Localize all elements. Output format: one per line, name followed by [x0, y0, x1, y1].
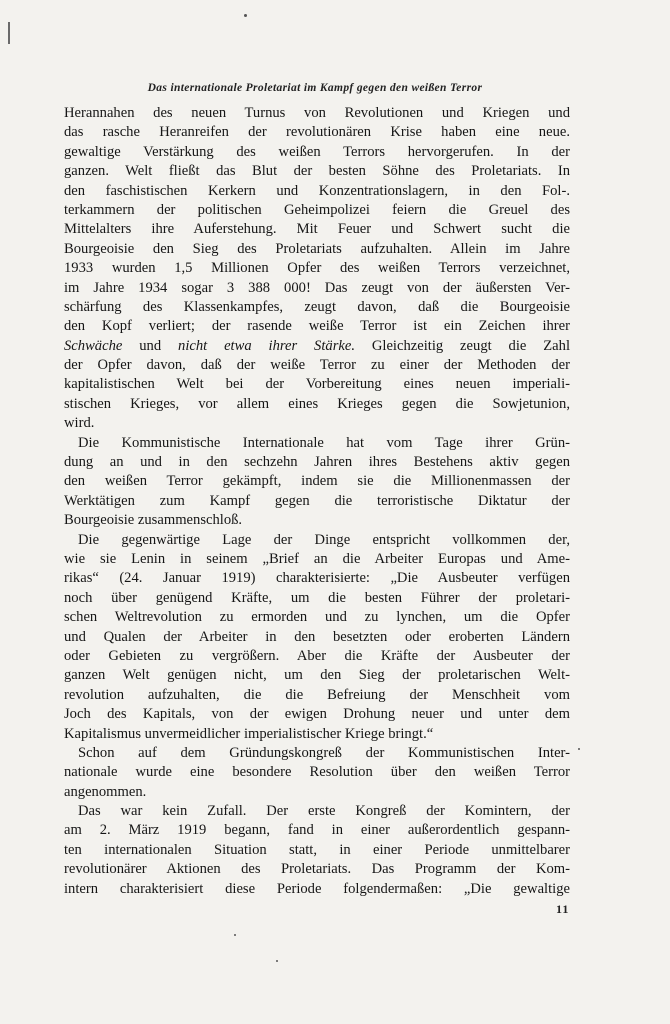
body-text	[64, 104, 570, 899]
text-line: Bourgeoisie den Sieg des Proletariats aufzuhalten. Allein im Jahre	[64, 240, 570, 257]
text-line: Werktätigen zum Kampf gegen die terroristische Diktatur der	[64, 492, 570, 509]
text-line: den Kopf verliert; der rasende weiße Terror ist ein Zeichen ihrer	[64, 318, 570, 335]
paragraph	[64, 434, 570, 531]
paragraph	[64, 531, 570, 744]
paragraph	[64, 104, 570, 434]
paper-speck	[276, 960, 278, 962]
text-line: nationale wurde eine besondere Resolution über den weißen Terror	[64, 764, 570, 781]
text-line: noch über genügend Kräfte, um die besten Führer der proletari-	[64, 589, 570, 606]
text-line: ganzen Welt genügen nicht, um den Sieg der proletarischen Welt-	[64, 667, 570, 684]
text-line: kapitalistischen Welt bei der Vorbereitung eines neuen imperiali-	[64, 376, 570, 393]
text-line: Mittelalters ihre Auferstehung. Mit Feuer und Schwert sucht die	[64, 221, 570, 238]
text-line: schen Weltrevolution zu ermorden und zu lynchen, um die Opfer	[64, 609, 570, 626]
text-line: oder Gebieten zu vergrößern. Aber die Kräfte der Ausbeuter der	[64, 647, 570, 664]
text-line	[64, 337, 570, 356]
text-line: rikas“ (24. Januar 1919) charakterisierte: „Die Ausbeuter verfügen	[64, 570, 570, 587]
page-number: 11	[556, 902, 570, 916]
text-segment: und	[122, 337, 179, 354]
text-line: und Qualen der Arbeiter in den besetzten oder eroberten Ländern	[64, 628, 570, 645]
text-line: Die gegenwärtige Lage der Dinge entspricht vollkommen der,	[78, 531, 570, 548]
text-line: Das war kein Zufall. Der erste Kongreß der Komintern, der	[78, 803, 570, 820]
text-line: intern charakterisiert diese Periode folgendermaßen: „Die gewaltige	[64, 880, 570, 897]
text-line: dung an und in den sechzehn Jahren ihres Bestehens aktiv gegen	[64, 454, 570, 471]
text-line: gewaltige Verstärkung des weißen Terrors hervorgerufen. In der	[64, 143, 570, 160]
text-line: Joch des Kapitals, von der ewigen Drohung neuer und unter dem	[64, 706, 570, 723]
text-line: der Opfer davon, daß der weiße Terror zu einer der Methoden der	[64, 357, 570, 374]
text-line: den weißen Terror gekämpft, indem sie die Millionenmassen der	[64, 473, 570, 490]
text-line: wie sie Lenin in seinem „Brief an die Arbeiter Europas und Ame-	[64, 550, 570, 567]
running-header: Das internationale Proletariat im Kampf gegen den weißen Terror	[147, 82, 483, 94]
text-line: stischen Krieges, vor allem eines Krieges gegen die Sowjetunion,	[64, 395, 570, 412]
text-line: wird.	[64, 415, 95, 432]
text-line: Die Kommunistische Internationale hat vom Tage ihrer Grün-	[78, 434, 570, 451]
text-line: Schon auf dem Gründungskongreß der Kommunistischen Inter-	[78, 744, 570, 761]
page-edge-mark	[8, 22, 10, 44]
text-segment: Gleichzeitig zeugt die Zahl	[354, 337, 570, 354]
paragraph	[64, 744, 570, 802]
text-line: im Jahre 1934 sogar 3 388 000! Das zeugt von der äußersten Ver-	[64, 279, 570, 296]
text-line: angenommen.	[64, 783, 147, 800]
text-line: revolutionärer Aktionen des Proletariats. Das Programm der Kom-	[64, 861, 570, 878]
italic-emphasis: Schwäche	[64, 337, 123, 354]
text-line: schärfung des Klassenkampfes, zeugt davon, daß die Bourgeoisie	[64, 298, 570, 315]
text-line: Herannahen des neuen Turnus von Revolutionen und Kriegen und	[64, 105, 570, 121]
text-line: den faschistischen Kerkern und Konzentrationslagern, in den Fol-.	[64, 182, 570, 199]
text-line: ganzen. Welt fließt das Blut der besten Söhne des Proletariats. In	[64, 163, 570, 180]
italic-emphasis: nicht etwa ihrer Stärke.	[178, 337, 355, 354]
paper-speck	[244, 14, 247, 17]
paper-speck	[578, 748, 580, 750]
text-line: revolution aufzuhalten, die die Befreiung der Menschheit vom	[64, 686, 570, 703]
text-line: Kapitalismus unvermeidlicher imperialistischer Kriege bringt.“	[64, 725, 434, 742]
text-line: terkammern der politischen Geheimpolizei feiern die Greuel des	[64, 201, 570, 218]
text-line: am 2. März 1919 begann, fand in einer außerordentlich gespann-	[64, 822, 570, 839]
text-line: 1933 wurden 1,5 Millionen Opfer des weißen Terrors verzeichnet,	[64, 260, 570, 277]
text-line: ten internationalen Situation statt, in einer Periode unmittelbarer	[64, 841, 570, 858]
paper-speck	[234, 934, 236, 936]
text-line: Bourgeoisie zusammenschloß.	[64, 512, 243, 529]
paragraph	[64, 802, 570, 899]
text-line: das rasche Heranreifen der revolutionären Krise haben eine neue.	[64, 124, 570, 141]
